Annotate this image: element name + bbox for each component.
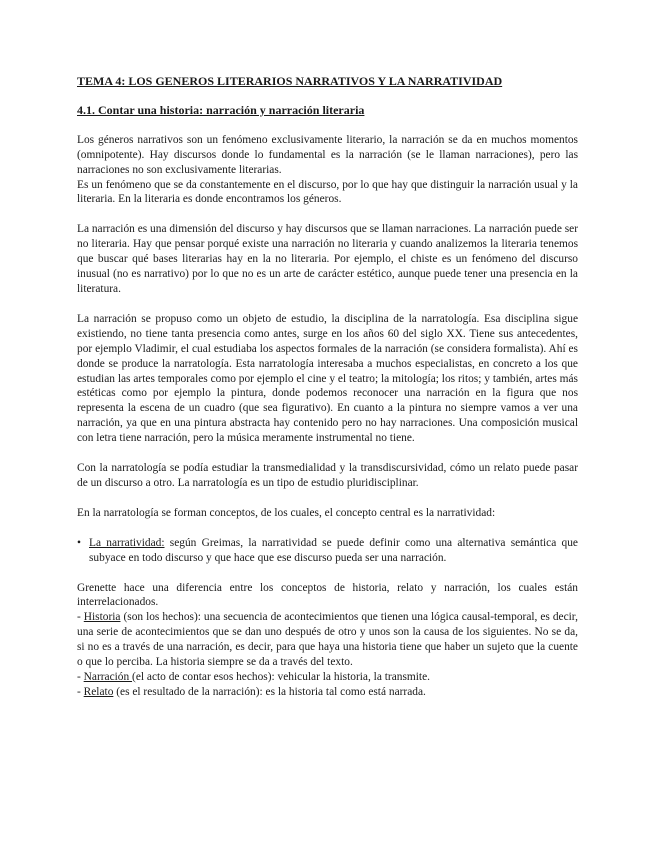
definition-text-relato: (es el resultado de la narración): es la historia tal como está narrada. (113, 685, 426, 698)
bullet-text (89, 536, 578, 566)
paragraph-grenette: Grenette hace una diferencia entre los conceptos de historia, relato y narración, los cuales están interrelacionados. (77, 581, 578, 609)
paragraph-concepts: En la narratología se forman conceptos, de los cuales, el concepto central es la narratividad: (77, 506, 496, 519)
paragraph-intro: Los géneros narrativos son un fenómeno exclusivamente literario, la narración se da en muchos momentos (omnipotente). Hay discursos donde lo fundamental es la narración (se le llaman narraciones), pero las narraciones no son exclusivamente literarias. (77, 133, 578, 176)
definition-term-historia: Historia (83, 611, 121, 624)
bullet-icon: • (77, 536, 81, 549)
section-title: 4.1. Contar una historia: narración y narración literaria (77, 102, 365, 117)
paragraph-intro-continued: Es un fenómeno que se da constantemente en el discurso, por lo que hay que distinguir la narración usual y la literaria. En la literaria es donde encontramos los géneros. (77, 178, 578, 206)
definition-term-narracion: Narración (83, 671, 133, 683)
paragraph-dimension: La narración es una dimensión del discurso y hay discursos que se llaman narraciones. La narración puede ser no literaria. Hay que pensar porqué existe una narración no literaria y cuando analizemos la literaria tenemos que buscar qué bases literarias hay en la no literaria. Por ejemplo, el chiste es un fenómeno del discurso inusual (no es narrativo) por lo que no es un arte de carácter estético, aunque puede tener una presencia en la literatura. (77, 223, 579, 295)
bullet-description: según Greimas, la narratividad se puede definir como una alternativa semántica que subyace en todo discurso y que hace que ese discurso pueda ser una narración. (89, 536, 578, 564)
definition-dash: - (77, 685, 84, 698)
definition-dash: - (77, 671, 84, 683)
document-title: TEMA 4: LOS GENEROS LITERARIOS NARRATIVOS Y LA NARRATIVIDAD (77, 74, 503, 88)
definition-relato (77, 685, 578, 700)
definition-text-narracion: (el acto de contar esos hechos): vehicular la historia, la transmite. (132, 671, 430, 683)
definition-text-historia: (son los hechos): una secuencia de acontecimientos que tienen una lógica causal-temporal, es decir, una serie de acontecimientos que se dan uno después de otro y unos son la causa de los siguientes. No se da, si no es a través de una narración, es decir, para que haya una historia tiene que haber un sujeto que la cuente o que lo perciba. La historia siempre se da a través del texto. (77, 611, 578, 669)
list-item-narratividad (77, 536, 578, 566)
bullet-term: La narratividad: (89, 536, 165, 549)
document-page (77, 74, 578, 700)
definition-narracion (77, 670, 578, 685)
paragraph-transmedia: Con la narratología se podía estudiar la transmedialidad y la transdiscursividad, cómo un relato puede pasar de un discurso a otro. La narratología es un tipo de estudio pluridisciplinar. (77, 462, 578, 489)
definition-dash: - (77, 611, 84, 624)
definition-historia (77, 610, 578, 670)
paragraph-narratology: La narración se propuso como un objeto de estudio, la disciplina de la narratología. Esa disciplina sigue existiendo, no tiene tanta presencia como antes, surge en los años 60 del siglo XX. Tiene sus antecedentes, por ejemplo Vladimir, el cual estudiaba los aspectos formales de la narración (se considera formalista). Ahí es donde se produce la narratología. Esta narratología interesaba a muchos especialistas, en concreto a los que estudian las artes temporales como por ejemplo el cine y el teatro; la mitología; los ritos; y también, artes más estéticas como por ejemplo la pintura, donde podemos reconocer una narración en la figura que nos representa la escena de un cuadro (que sea figurativo). En cuanto a la pintura no siempre vamos a ver una narración, ya que en una pintura abstracta hay contenido pero no hay narraciones. Una composición musical con letra tiene narración, pero la música meramente instrumental no tiene. (77, 312, 578, 445)
definition-term-relato: Relato (83, 685, 114, 698)
